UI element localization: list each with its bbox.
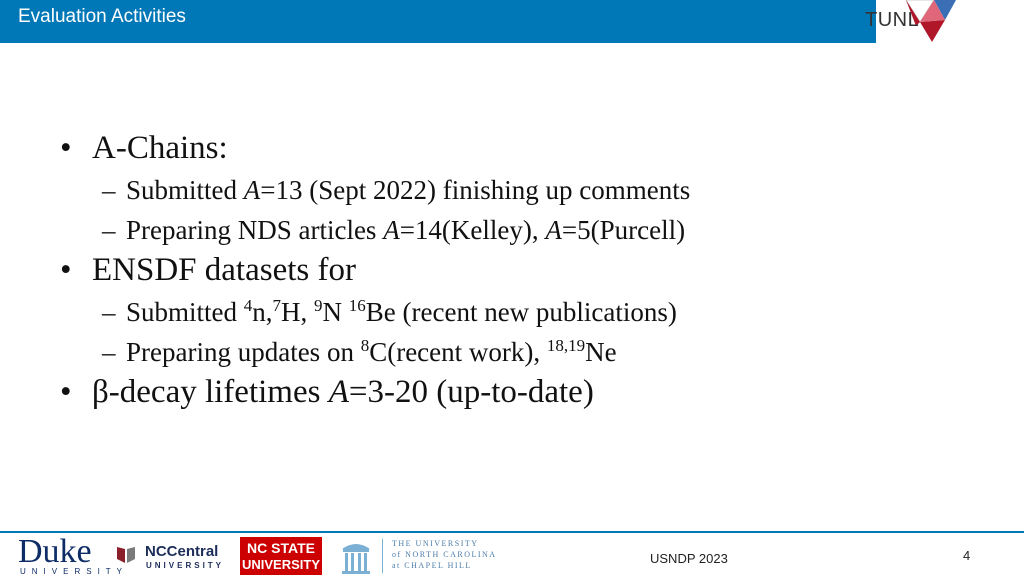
text: Ne [585, 337, 617, 367]
text: =3-20 (up-to-date) [348, 374, 594, 410]
page-number: 4 [963, 548, 971, 563]
bullet-beta-decay [60, 372, 960, 412]
dash-marker: – [102, 337, 116, 367]
text: N [322, 297, 349, 327]
superscript: 8 [360, 336, 370, 355]
text: Submitted [126, 175, 244, 205]
unc-logo-line3: at CHAPEL HILL [392, 561, 472, 570]
dash-marker: – [102, 175, 116, 205]
slide-title: Evaluation Activities [18, 6, 186, 27]
italic-a: A [243, 175, 261, 205]
text: Be (recent new publications) [365, 297, 677, 327]
superscript: 18,19 [546, 336, 586, 355]
unc-logo-line1: THE UNIVERSITY [392, 539, 479, 548]
ncstate-line2: UNIVERSITY [241, 557, 320, 572]
slide-body [60, 128, 960, 414]
text: Preparing NDS articles [126, 215, 384, 245]
ncstate-line1: NC STATE [247, 540, 315, 556]
nccu-logo-sub: UNIVERSITY [146, 561, 225, 570]
dash-marker: – [102, 215, 116, 245]
bullet-marker: • [60, 130, 72, 166]
superscript: 9 [314, 296, 323, 315]
sub-bullet-submitted-datasets [60, 292, 960, 332]
sub-bullet-preparing-nds [60, 210, 960, 250]
sub-bullet-submitted-a13 [60, 170, 960, 210]
text: n, [252, 297, 273, 327]
text: =13 (Sept 2022) finishing up comments [260, 175, 691, 205]
text: β-decay lifetimes [92, 374, 329, 410]
unc-logo-line2: of NORTH CAROLINA [392, 550, 497, 559]
tunl-logo-text: TUNL [865, 9, 920, 31]
bullet-marker: • [60, 374, 72, 410]
italic-a: A [328, 374, 349, 410]
duke-logo: Duke [18, 533, 92, 570]
superscript: 16 [348, 296, 366, 315]
nccu-shield-icon [116, 545, 136, 565]
text: C(recent work), [369, 337, 547, 367]
footer-rule [0, 531, 1024, 533]
unc-divider [382, 539, 383, 573]
superscript: 4 [243, 296, 253, 315]
nccu-logo: NCCentral [145, 543, 219, 560]
ncstate-logo [240, 537, 322, 575]
bullet-a-chains [60, 128, 960, 168]
text: Preparing updates on [126, 337, 361, 367]
italic-a: A [383, 215, 400, 245]
text: Submitted [126, 297, 244, 327]
italic-a: A [545, 215, 562, 245]
unc-old-well-icon [338, 537, 374, 575]
bullet-ensdf [60, 250, 960, 290]
bullet-text: A-Chains: [92, 130, 228, 166]
footer-conference: USNDP 2023 [650, 551, 728, 566]
text: =14(Kelley), [399, 215, 546, 245]
superscript: 7 [272, 296, 282, 315]
text: =5(Purcell) [561, 215, 686, 245]
bullet-marker: • [60, 252, 72, 288]
text: H, [281, 297, 315, 327]
bullet-text: ENSDF datasets for [92, 252, 356, 288]
duke-logo-sub: UNIVERSITY [20, 567, 129, 576]
dash-marker: – [102, 297, 116, 327]
sub-bullet-preparing-updates [60, 332, 960, 372]
